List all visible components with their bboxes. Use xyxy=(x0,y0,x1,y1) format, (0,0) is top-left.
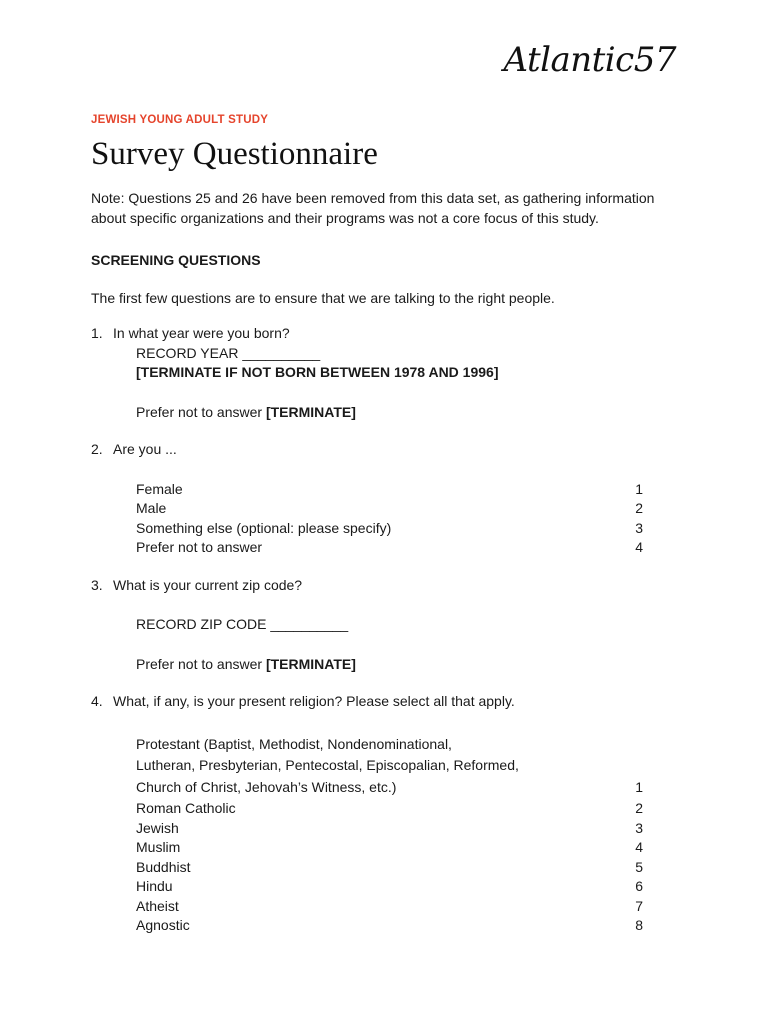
question-text: In what year were you born? xyxy=(113,325,290,341)
option-code: 3 xyxy=(635,519,643,536)
option-label: Agnostic xyxy=(136,917,190,933)
option-label: Atheist xyxy=(136,897,179,914)
answer-option xyxy=(91,538,643,558)
answer-option xyxy=(91,499,643,519)
option-label: Female xyxy=(136,480,183,497)
prefer-not-answer-line xyxy=(91,403,676,423)
answer-option xyxy=(91,897,643,917)
option-code: 6 xyxy=(635,878,643,894)
document-body xyxy=(91,114,676,936)
option-label: Church of Christ, Jehovah’s Witness, etc.) xyxy=(136,778,397,795)
terminate-tag: [TERMINATE] xyxy=(265,403,356,420)
question-3 xyxy=(91,576,676,675)
prefer-not-answer-line xyxy=(91,655,676,675)
section-intro: The first few questions are to ensure that we are talking to the right people. xyxy=(91,290,555,306)
option-code: 8 xyxy=(635,917,643,933)
option-code: 3 xyxy=(635,819,643,836)
page-title: Survey Questionnaire xyxy=(91,136,378,172)
question-number: 3. xyxy=(91,576,103,593)
answer-option xyxy=(91,858,643,878)
prefer-label: Prefer not to answer xyxy=(136,655,266,672)
option-label: Hindu xyxy=(136,878,173,894)
option-code: 2 xyxy=(635,500,643,516)
protestant-line-2: Lutheran, Presbyterian, Pentecostal, Episcopalian, Reformed, xyxy=(136,757,519,773)
study-label: JEWISH YOUNG ADULT STUDY xyxy=(91,114,269,126)
option-code: 5 xyxy=(635,858,643,875)
option-code: 4 xyxy=(635,539,643,555)
terminate-tag: [TERMINATE] xyxy=(265,655,356,672)
question-2 xyxy=(91,440,676,558)
question-number: 2. xyxy=(91,441,103,457)
atlantic57-logo: Atlantic57 xyxy=(503,40,676,80)
answer-option xyxy=(91,798,643,819)
option-label: Jewish xyxy=(136,819,179,836)
answer-option xyxy=(91,480,643,500)
answer-option xyxy=(91,916,643,936)
record-zip-line: RECORD ZIP CODE __________ xyxy=(136,616,349,632)
question-number: 4. xyxy=(91,693,103,709)
answer-option xyxy=(91,877,643,897)
option-code: 7 xyxy=(635,897,643,914)
option-code: 1 xyxy=(635,778,643,795)
question-text: What, if any, is your present religion? Please select all that apply. xyxy=(113,693,515,709)
terminate-instruction: [TERMINATE IF NOT BORN BETWEEN 1978 AND 1996] xyxy=(136,364,499,380)
answer-option xyxy=(91,519,643,539)
question-text: Are you ... xyxy=(113,441,177,457)
answer-option xyxy=(91,838,643,858)
option-label: Roman Catholic xyxy=(136,800,236,816)
answer-option xyxy=(91,777,643,799)
question-text: What is your current zip code? xyxy=(113,576,303,593)
section-heading: SCREENING QUESTIONS xyxy=(91,252,261,268)
option-label: Buddhist xyxy=(136,858,191,875)
option-label: Male xyxy=(136,500,167,516)
removed-questions-note: Note: Questions 25 and 26 have been removed from this data set, as gathering information about specific organizations and their programs was not a core focus of this study. xyxy=(91,190,655,226)
option-label: Something else (optional: please specify) xyxy=(136,519,392,536)
question-4 xyxy=(91,692,676,936)
answer-option xyxy=(91,819,643,839)
question-1 xyxy=(91,324,676,422)
record-year-line: RECORD YEAR __________ xyxy=(136,344,321,361)
question-number: 1. xyxy=(91,325,103,341)
option-code: 2 xyxy=(635,800,643,816)
option-label: Muslim xyxy=(136,839,181,855)
option-code: 1 xyxy=(635,480,643,497)
option-code: 4 xyxy=(635,839,643,855)
protestant-line-1: Protestant (Baptist, Methodist, Nondenominational, xyxy=(136,735,452,752)
option-label: Prefer not to answer xyxy=(136,539,263,555)
prefer-label: Prefer not to answer xyxy=(136,403,266,420)
